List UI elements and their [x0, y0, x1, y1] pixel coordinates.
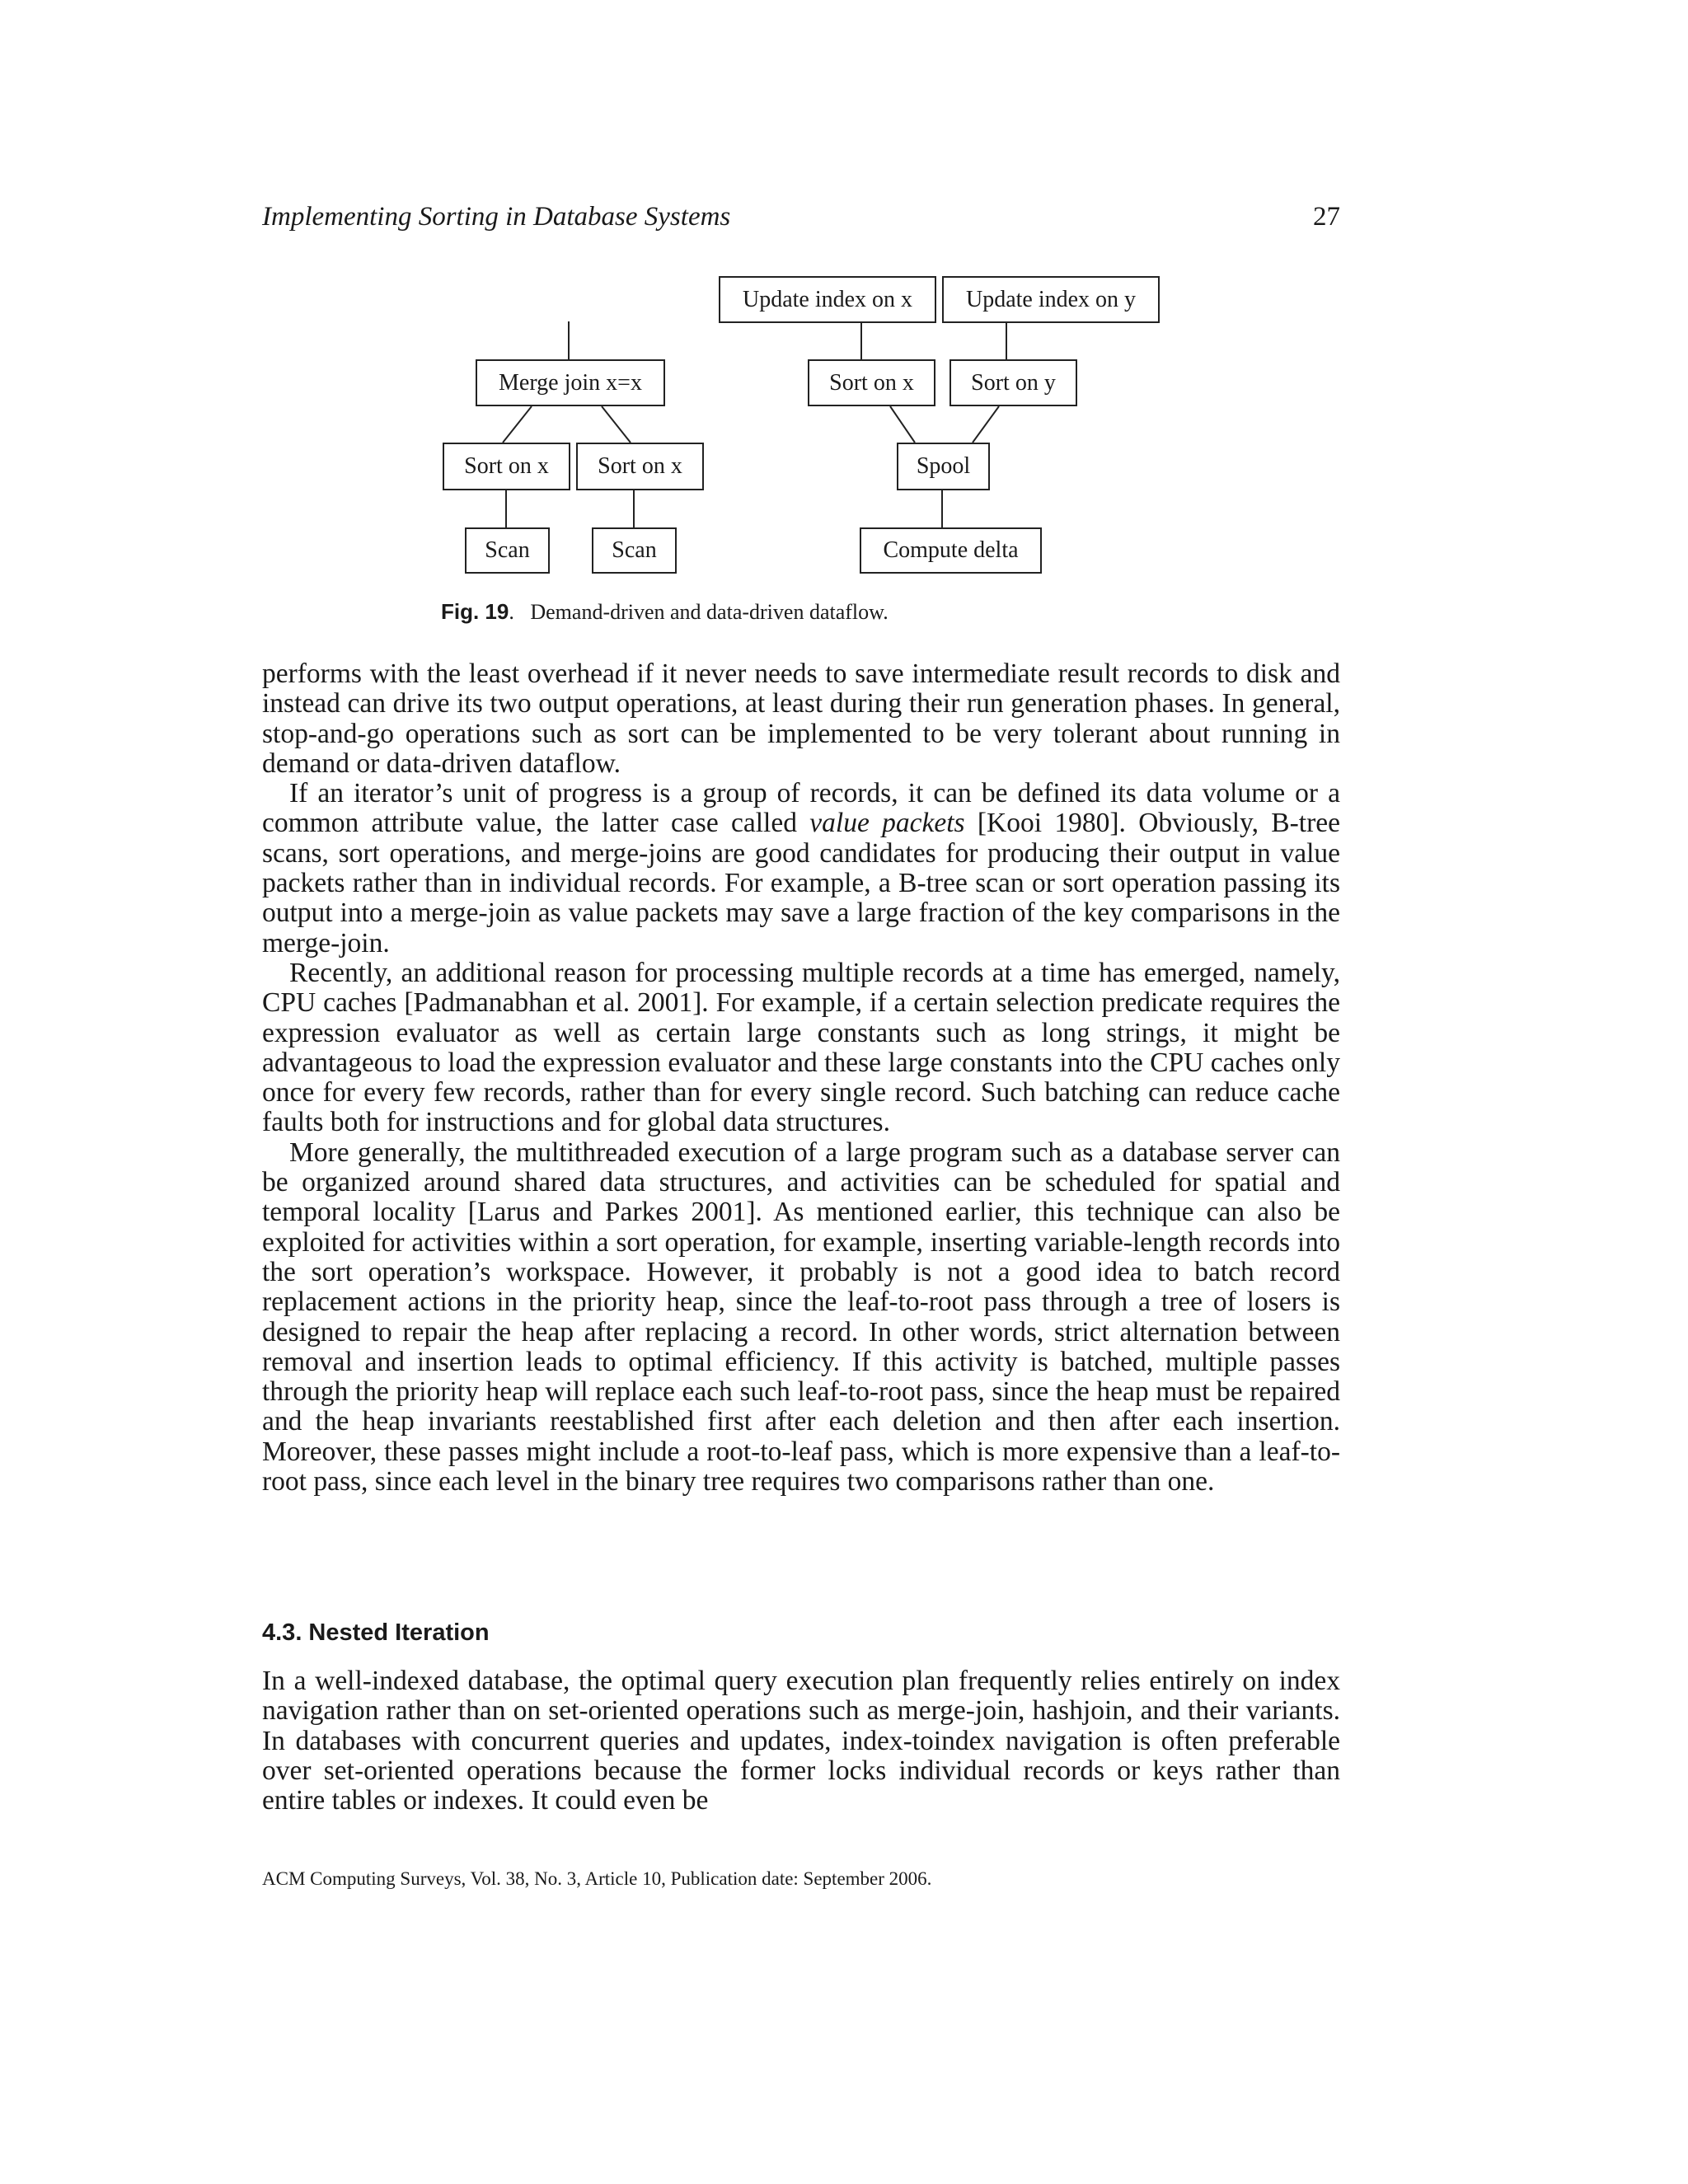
- update-index-y-label: Update index on y: [965, 286, 1137, 312]
- edge-merge-sort2: [602, 406, 631, 443]
- figure-caption: [441, 599, 889, 625]
- running-title: Implementing Sorting in Database Systems: [262, 202, 731, 232]
- edge-merge-sort1: [503, 406, 532, 443]
- figure-connectors: [441, 276, 1183, 589]
- right-sort-x-node: [808, 359, 935, 406]
- paragraph-1: performs with the least overhead if it never needs to save intermediate result records to disk and instead can drive its two output operations, at least during their run generation phases. In general, stop-and-go operations such as sort can be implemented to be very tolerant about running in demand or data-driven dataflow.: [262, 658, 1340, 779]
- paragraph-2-end: [Kooi 1980]. Obviously, B-tree scans, sort operations, and merge-joins are good candidates for producing their output in value packets rather than in individual records. For example, a B-tree scan or sort operation passing its output into a merge-join as value packets may save a large fraction of the key comparisons in the merge-join.: [262, 808, 1340, 958]
- figure-caption-text: . Demand-driven and data-driven dataflow.: [509, 600, 889, 624]
- value-packets-term: value packets: [809, 808, 965, 839]
- paragraph-2: [262, 779, 1340, 958]
- scan-node-2: [592, 527, 677, 574]
- scan-node-1: [465, 527, 550, 574]
- figure-caption-label: Fig. 19: [441, 599, 509, 624]
- merge-join-label: Merge join x=x: [499, 369, 642, 396]
- page-number: 27: [1313, 202, 1340, 232]
- body-text: [262, 659, 1340, 1497]
- compute-delta-node: [860, 527, 1042, 574]
- paragraph-4: More generally, the multithreaded execution of a large program such as a database server can be organized around shared data structures, and activities can be scheduled for spatial and temporal locality [Larus and Parkes 2001]. As mentioned earlier, this technique can also be exploited for activities within a sort operation, for example, inserting variable-length records into the sort operation’s workspace. However, it probably is not a good idea to batch record replacement actions in the priority heap, since the leaf-to-root pass through a tree of losers is designed to repair the heap after replacing a record. In other words, strict alternation between removal and insertion leads to optimal efficiency. If this activity is batched, multiple passes through the priority heap will replace each such leaf-to-root pass, since the heap must be repaired and the heap invariants reestablished first after each deletion and then after each insertion. Moreover, these passes might include a root-to-leaf pass, which is more expensive than a leaf-to-root pass, since each level in the binary tree requires two comparisons rather than one.: [262, 1137, 1340, 1497]
- spool-label: Spool: [916, 453, 971, 479]
- right-sort-y-label: Sort on y: [971, 369, 1056, 396]
- left-sort-node-2: [576, 443, 704, 490]
- paragraph-3: Recently, an additional reason for processing multiple records at a time has emerged, namely, CPU caches [Padmanabhan et al. 2001]. For example, if a certain selection predicate requires the expression evaluator as well as certain large constants such as long strings, it might be advantageous to load the expression evaluator and these large constants into the CPU caches only once for every few records, rather than for every single record. Such batching can reduce cache faults both for instructions and for global data structures.: [262, 957, 1340, 1138]
- dataflow-figure: [441, 276, 1183, 589]
- running-head: [262, 202, 1340, 243]
- paragraph-2-start: If an iterator’s unit of progress is a group of records, it can be defined its data volume or a common attribute value, the latter case called: [262, 778, 1340, 839]
- scan-label-1: Scan: [485, 537, 530, 563]
- page-footer: ACM Computing Surveys, Vol. 38, No. 3, Article 10, Publication date: September 2006.: [262, 1868, 932, 1889]
- section-text: [262, 1666, 1340, 1816]
- edge-sorty-spool: [973, 406, 999, 443]
- edge-sortx-spool: [890, 406, 915, 443]
- scan-label-2: Scan: [612, 537, 657, 563]
- section-heading: 4.3. Nested Iteration: [262, 1619, 490, 1646]
- right-sort-x-label: Sort on x: [829, 369, 914, 396]
- spool-node: [897, 443, 990, 490]
- update-index-x-label: Update index on x: [742, 286, 913, 312]
- left-sort-label-1: Sort on x: [464, 453, 549, 479]
- right-sort-y-node: [950, 359, 1077, 406]
- left-sort-label-2: Sort on x: [598, 453, 682, 479]
- left-sort-node-1: [443, 443, 570, 490]
- update-index-x-node: [719, 276, 936, 323]
- compute-delta-label: Compute delta: [883, 537, 1019, 563]
- update-index-y-node: [942, 276, 1160, 323]
- merge-join-node: [476, 359, 665, 406]
- section-paragraph-1: In a well-indexed database, the optimal query execution plan frequently relies entirely on index navigation rather than on set-oriented operations such as merge-join, hashjoin, and their variants. In databases with concurrent queries and updates, index-toindex navigation is often preferable over set-oriented operations because the former locks individual records or keys rather than entire tables or indexes. It could even be: [262, 1666, 1340, 1816]
